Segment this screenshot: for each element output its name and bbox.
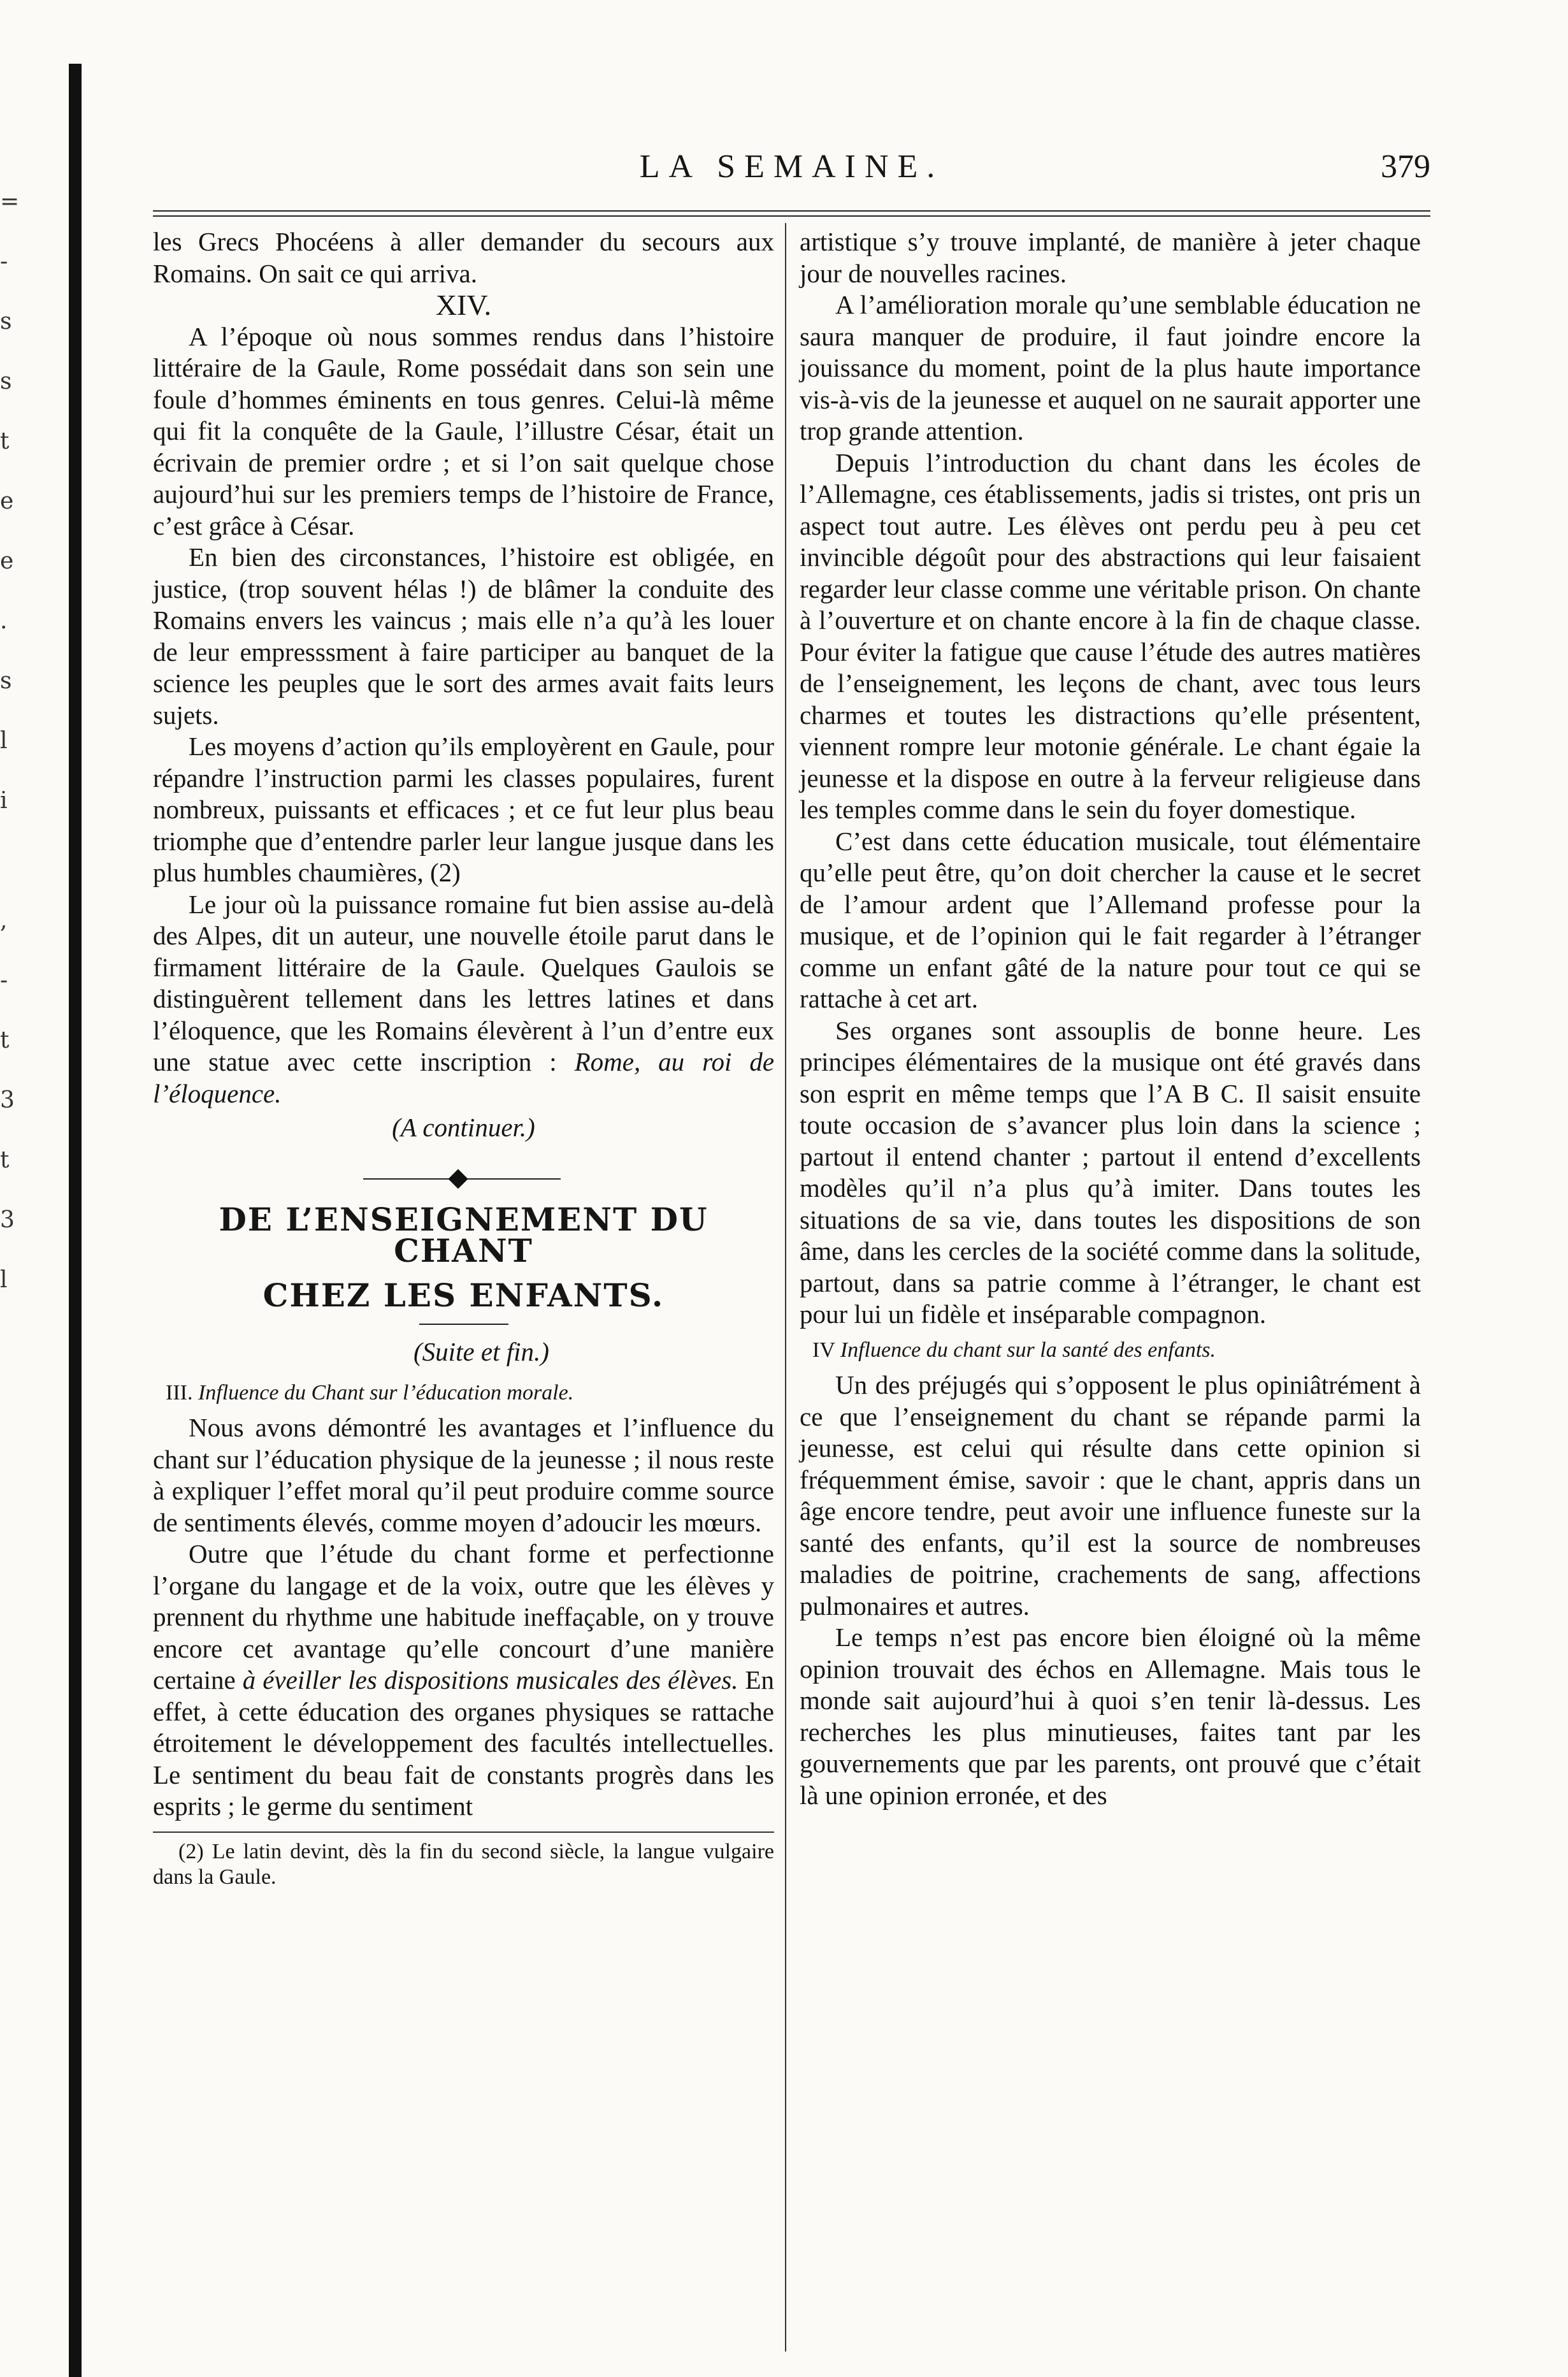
running-title: LA SEMAINE. xyxy=(639,148,944,185)
margin-letter xyxy=(0,831,25,891)
paragraph: En bien des circonstances, l’histoire est obligée, en justice, (trop souvent hélas !) de blâmer la conduite des Romains envers les vaincus ; mais elle n’a qu’à les louer de leur empresssment à faire participer au banquet de la science les peuples que le sort des armes avait faits leurs sujets. xyxy=(153,542,774,730)
section-title: Influence du Chant sur l’éducation morale. xyxy=(198,1380,574,1405)
paragraph: Nous avons démontré les avantages et l’influence du chant sur l’éducation physique de la jeunesse ; il nous reste à expliquer l’effet moral qu’il peut produire comme source de sentiments élevés, comme moyen d’adoucir les mœurs. xyxy=(153,1413,774,1537)
paragraph xyxy=(153,1538,774,1823)
margin-letter: s xyxy=(0,368,12,394)
page-number: 379 xyxy=(1381,148,1430,185)
margin-letter: 3 xyxy=(0,1207,15,1233)
margin-letter: t xyxy=(0,1027,10,1053)
margin-letter: t xyxy=(0,1147,10,1173)
margin-letter: = xyxy=(0,189,20,215)
paragraph: artistique s’y trouve implanté, de manière à jeter chaque jour de nouvelles racines. xyxy=(800,227,1421,288)
paragraph: C’est dans cette éducation musicale, tout élémentaire qu’elle peut être, qu’on doit chercher la cause et le secret de l’amour ardent que l’Allemand professe pour la musique, et de l’opinion qui le fait regarder à l’étranger comme un enfant gâté de la nature pour tout ce qui se rattache à cet art. xyxy=(800,826,1421,1013)
margin-letter: t xyxy=(0,428,10,454)
margin-letter: - xyxy=(0,249,8,275)
margin-letter: , xyxy=(0,907,8,934)
left-column xyxy=(153,226,774,1890)
title-rule xyxy=(419,1324,508,1325)
margin-letter: i xyxy=(0,788,8,814)
inscription: Rome, au roi de l’éloquence. xyxy=(153,1047,775,1108)
article-subtitle: (Suite et fin.) xyxy=(414,1337,549,1366)
margin-letter: e xyxy=(0,488,14,514)
margin-letter: - xyxy=(0,967,8,993)
page-header xyxy=(153,148,1430,205)
margin-letter: l xyxy=(0,728,8,754)
ornament-diamond-icon xyxy=(448,1169,468,1188)
article-title-line2: CHEZ LES ENFANTS. xyxy=(263,1276,665,1314)
paragraph: Les moyens d’action qu’ils employèrent en Gaule, pour répandre l’instruction parmi les classes populaires, furent nombreux, puissants et efficaces ; et ce fut leur plus beau triomphe que d’entendre parler leur langue jusque dans les plus humbles chaumières, (2) xyxy=(153,732,774,887)
paragraph: Le temps n’est pas encore bien éloigné où la même opinion trouvait des échos en Allemagne. Mais tous le monde sait aujourd’hui à quoi s’en tenir là-dessus. Les recherches les plus minutieuses, faites tant par les gouvernements que par les parents, ont prouvé que c’était là une opinion erronée, et des xyxy=(800,1622,1421,1810)
section-heading xyxy=(153,1377,774,1409)
paragraph-text: En effet, à cette éducation des organes physiques se rattache étroitement le développement des facultés intellectuelles. Le sentiment du beau fait de constants progrès dans les esprits ; le germe du sentiment xyxy=(153,1665,775,1821)
margin-letter: 3 xyxy=(0,1087,15,1113)
paragraph: Un des préjugés qui s’opposent le plus opiniâtrément à ce que l’enseignement du chant se répande parmi la jeunesse, est celui qui résulte dans cette opinion si fréquemment émise, savoir : que le chant, appris dans un âge encore tendre, peut avoir une influence funeste sur la santé des enfants, qu’il est la source de nombreuses maladies de poitrine, crachements de sang, affections pulmonaires et autres. xyxy=(800,1370,1421,1621)
emphasis: à éveiller les dispositions musicales des élèves. xyxy=(242,1665,738,1694)
page-binding-edge xyxy=(69,64,82,2377)
paragraph: les Grecs Phocéens à aller demander du secours aux Romains. On sait ce qui arriva. xyxy=(153,227,774,288)
column-divider xyxy=(785,223,786,2352)
margin-fragment-letters xyxy=(0,172,25,1310)
paragraph: Depuis l’introduction du chant dans les écoles de l’Allemagne, ces établissements, jadis si tristes, ont pris un aspect tout autre. Les élèves ont perdu peu à peu cet invincible dégoût pour des abstractions qui leur faisaient regarder leur classe comme une véritable prison. On chante à l’ouverture et on chante encore à la fin de chaque classe. Pour éviter la fatigue que cause l’étude des autres matières de l’enseignement, les leçons de chant, avec tous leurs charmes et toutes les distractions qu’elle présentent, viennent rompre leur motonie générale. Le chant égaie la jeunesse et la dispose en outre à la ferveur religieuse dans les temples comme dans le sein du foyer domestique. xyxy=(800,447,1421,824)
margin-letter: l xyxy=(0,1267,8,1293)
section-number: III. xyxy=(166,1380,193,1405)
margin-letter: s xyxy=(0,668,12,694)
article-title-line1: DE L’ENSEIGNEMENT DU CHANT xyxy=(219,1200,708,1269)
header-rule xyxy=(153,210,1430,217)
paragraph: A l’amélioration morale qu’une semblable éducation ne saura manquer de produire, il faut joindre encore la jouissance du moment, point de la plus haute importance vis-à-vis de la jeunesse et auquel on ne saurait apporter une trop grande attention. xyxy=(800,290,1421,445)
margin-letter: s xyxy=(0,308,12,335)
to-be-continued: (A continuer.) xyxy=(392,1113,535,1142)
section-number: XIV. xyxy=(435,289,492,321)
paragraph: Ses organes sont assouplis de bonne heure. Les principes élémentaires de la musique ont été gravés dans son esprit en même temps que l’A B C. Il saisit ensuite toute occasion de s’avancer plus loin dans la science ; partout il entend chanter ; partout il entend d’excellents modèles qu’il n’a plus qu’à imiter. Dans toutes les situations de sa vie, dans toutes les dispositions de son âme, dans les cercles de la société comme dans la solitude, partout, dans sa patrie comme à l’étranger, le chant est pour lui un fidèle et inséparable compagnon. xyxy=(800,1015,1421,1329)
margin-letter: e xyxy=(0,548,14,574)
right-column xyxy=(800,226,1421,1811)
footnote: (2) Le latin devint, dès la fin du second siècle, la langue vulgaire dans la Gaule. xyxy=(153,1839,774,1889)
section-ornament xyxy=(153,1169,774,1188)
paragraph-text: Outre que l’étude du chant forme et perfectionne l’organe du langage et de la voix, outre que les élèves y prennent du rhythme une habitude ineffaçable, on y trouve encore cet avantage qu’elle concourt d’une manière certaine xyxy=(153,1539,774,1694)
margin-letter: . xyxy=(0,608,8,634)
paragraph-text: Le jour où la puissance romaine fut bien assise au-delà des Alpes, dit un auteur, une nouvelle étoile parut dans le firmament littéraire de la Gaule. Quelques Gaulois se distinguèrent tellement dans les lettres latines et dans l’éloquence, que les Romains élevèrent à l’un d’entre eux une statue avec cette inscription : xyxy=(153,889,774,1076)
section-title: Influence du chant sur la santé des enfants. xyxy=(840,1338,1216,1362)
footnote-rule xyxy=(153,1832,774,1833)
section-heading xyxy=(800,1334,1421,1366)
paragraph: A l’époque où nous sommes rendus dans l’histoire littéraire de la Gaule, Rome possédait dans son sein une foule d’hommes éminents en tous genres. Celui-là même qui fit la conquête de la Gaule, l’illustre César, était un écrivain de premier ordre ; et si l’on sait quelque chose aujourd’hui sur les premiers temps de l’histoire de France, c’est grâce à César. xyxy=(153,321,774,540)
section-number: IV xyxy=(812,1338,835,1362)
paragraph xyxy=(153,889,774,1110)
